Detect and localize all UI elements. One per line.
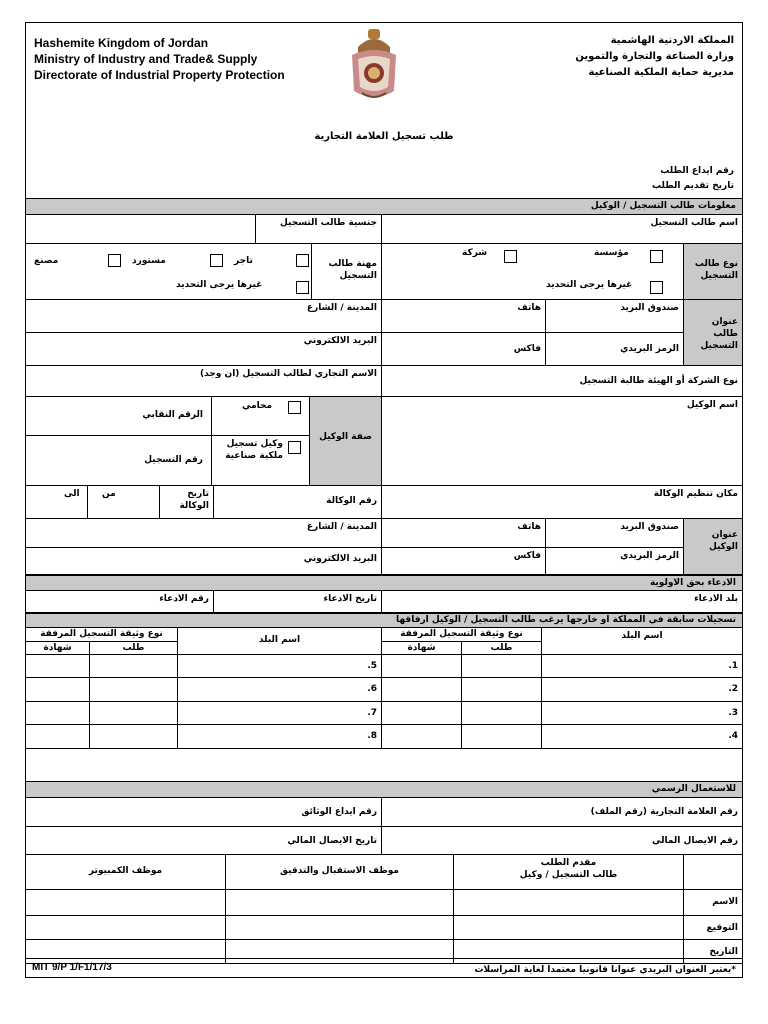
agent-phone-field[interactable]: هاتف bbox=[382, 519, 546, 548]
applicant-name-field[interactable]: اسم طالب التسجيل bbox=[382, 215, 742, 244]
table-cell[interactable] bbox=[462, 655, 542, 678]
registration-number-field[interactable]: رقم التسجيل bbox=[26, 436, 212, 486]
table-cell[interactable] bbox=[382, 725, 462, 749]
nationality-label: جنسية طالب التسجيل bbox=[256, 215, 382, 244]
table-cell[interactable] bbox=[26, 890, 226, 916]
institution-checkbox[interactable] bbox=[650, 250, 663, 263]
type-other-label: غيرها يرجى التحديد bbox=[546, 280, 633, 290]
header-ar-line2: وزارة الصناعة والتجارة والتموين bbox=[575, 51, 734, 62]
merchant-label: تاجر bbox=[234, 256, 253, 266]
ip-agent-label: وكيل تسجيل ملكية صناعية bbox=[212, 436, 310, 486]
right-certificate-header: شهادة bbox=[382, 642, 462, 655]
corner-cell bbox=[684, 855, 742, 890]
row-name-label: الاسم bbox=[684, 890, 742, 916]
agent-postal-code-field[interactable]: الرمز البريدي bbox=[546, 548, 684, 575]
manufacturer-checkbox[interactable] bbox=[108, 254, 121, 267]
table-cell[interactable] bbox=[26, 678, 90, 702]
ip-agent-checkbox[interactable] bbox=[288, 441, 301, 454]
profession-label: مهنة طالب التسجيل bbox=[312, 244, 382, 300]
table-row[interactable]: 8. bbox=[178, 725, 382, 749]
applicant-address-label: عنوان طالب التسجيل bbox=[684, 300, 742, 366]
reception-officer-header: موظف الاستقبال والتدقيق bbox=[226, 855, 454, 890]
agent-city-street-field[interactable]: المدينة / الشارع bbox=[26, 519, 382, 548]
agent-capacity-label: صفة الوكيل bbox=[310, 397, 382, 486]
applicant-phone-field[interactable]: هاتف bbox=[382, 300, 546, 333]
left-certificate-header: شهادة bbox=[26, 642, 90, 655]
table-cell[interactable] bbox=[382, 702, 462, 725]
documents-number-field[interactable]: رقم ايداع الوثائق bbox=[26, 798, 382, 827]
trade-name-field[interactable]: الاسم التجاري لطالب التسجيل (ان وجد) bbox=[26, 366, 382, 397]
table-row[interactable]: 6. bbox=[178, 678, 382, 702]
lawyer-checkbox[interactable] bbox=[288, 401, 301, 414]
header-en-line1: Hashemite Kingdom of Jordan bbox=[34, 36, 209, 50]
receipt-date-field[interactable]: تاريخ الايصال المالي bbox=[26, 827, 382, 855]
manufacturer-label: مصنع bbox=[34, 256, 59, 266]
priority-country-field[interactable]: بلد الادعاء bbox=[382, 591, 742, 613]
left-country-header: اسم البلد bbox=[178, 628, 382, 655]
importer-label: مستورد bbox=[132, 256, 166, 266]
agent-email-field[interactable]: البريد الالكتروني bbox=[26, 548, 382, 575]
submitter-sub-label: طالب التسجيل / وكيل bbox=[519, 870, 618, 880]
applicant-postal-code-field[interactable]: الرمز البريدي bbox=[546, 333, 684, 366]
section-applicant-info: معلومات طالب التسجيل / الوكيل bbox=[26, 198, 742, 215]
table-cell[interactable] bbox=[382, 655, 462, 678]
company-type-field[interactable]: نوع الشركة أو الهيئة طالبة التسجيل bbox=[382, 366, 742, 397]
computer-officer-header: موظف الكمبيوتر bbox=[26, 855, 226, 890]
form-code: MIT 9/P 1/F1/17/3 bbox=[25, 958, 743, 978]
submitter-label: مقدم الطلب bbox=[540, 858, 597, 868]
trademark-number-field[interactable]: رقم العلامة التجارية (رقم الملف) bbox=[382, 798, 742, 827]
application-number-field[interactable]: رقم ايداع الطلب bbox=[660, 166, 734, 176]
table-cell[interactable] bbox=[226, 916, 454, 940]
agent-name-field[interactable]: اسم الوكيل bbox=[382, 397, 742, 486]
header-ar-line3: مديرية حماية الملكية الصناعية bbox=[588, 67, 734, 78]
table-cell[interactable] bbox=[454, 890, 684, 916]
table-cell[interactable] bbox=[382, 678, 462, 702]
lawyer-label: محامي bbox=[242, 401, 273, 411]
agent-address-label: عنوان الوكيل bbox=[684, 519, 742, 575]
table-cell[interactable] bbox=[26, 702, 90, 725]
table-cell[interactable] bbox=[26, 655, 90, 678]
table-cell[interactable] bbox=[26, 725, 90, 749]
form-title: طلب تسجيل العلامة التجارية bbox=[314, 131, 454, 142]
table-cell[interactable] bbox=[90, 702, 178, 725]
table-cell[interactable] bbox=[90, 678, 178, 702]
agent-fax-field[interactable]: فاكس bbox=[382, 548, 546, 575]
importer-checkbox[interactable] bbox=[210, 254, 223, 267]
table-row[interactable]: 4. bbox=[542, 725, 742, 749]
table-cell[interactable] bbox=[90, 725, 178, 749]
header-ar-line1: المملكة الاردنية الهاشمية bbox=[610, 35, 734, 46]
priority-number-field[interactable]: رقم الادعاء bbox=[26, 591, 214, 613]
company-checkbox[interactable] bbox=[504, 250, 517, 263]
header-en-line2: Ministry of Industry and Trade& Supply bbox=[34, 52, 258, 66]
receipt-number-field[interactable]: رقم الايصال المالي bbox=[382, 827, 742, 855]
table-cell[interactable] bbox=[462, 725, 542, 749]
table-row[interactable]: 7. bbox=[178, 702, 382, 725]
form-page bbox=[25, 22, 743, 978]
address-note: *يعتبر العنوان البريدي عنوانا قانونيا معتمدا لغاية المراسلات bbox=[474, 965, 736, 975]
header-en-line3: Directorate of Industrial Property Protection bbox=[34, 68, 285, 82]
priority-date-field[interactable]: تاريخ الادعاء bbox=[214, 591, 382, 613]
submitter-header bbox=[454, 855, 684, 890]
application-date-field[interactable]: تاريخ تقديم الطلب bbox=[652, 181, 734, 191]
nationality-value[interactable] bbox=[26, 215, 256, 244]
table-cell[interactable] bbox=[26, 916, 226, 940]
applicant-type-label: نوع طالب التسجيل bbox=[684, 244, 742, 300]
right-request-header: طلب bbox=[462, 642, 542, 655]
left-request-header: طلب bbox=[90, 642, 178, 655]
union-number-field[interactable]: الرقم النقابي bbox=[26, 397, 212, 436]
table-row[interactable]: 5. bbox=[178, 655, 382, 678]
row-signature-label: التوقيع bbox=[684, 916, 742, 940]
poa-place-field[interactable]: مكان تنظيم الوكالة bbox=[382, 486, 742, 519]
profession-options bbox=[26, 244, 312, 300]
institution-label: مؤسسة bbox=[594, 248, 629, 258]
table-cell[interactable] bbox=[462, 678, 542, 702]
table-cell[interactable] bbox=[226, 890, 454, 916]
left-doc-type-header: نوع وثيقة التسجيل المرفقة bbox=[26, 628, 178, 642]
table-row[interactable]: 2. bbox=[542, 678, 742, 702]
table-cell[interactable] bbox=[90, 655, 178, 678]
type-other-checkbox[interactable] bbox=[650, 281, 663, 294]
section-official-use: للاستعمال الرسمي bbox=[26, 781, 742, 798]
merchant-checkbox[interactable] bbox=[296, 254, 309, 267]
profession-other-checkbox[interactable] bbox=[296, 281, 309, 294]
header-arabic bbox=[575, 33, 734, 81]
type-options bbox=[382, 244, 684, 300]
section-previous-registrations: تسجيلات سابقة في المملكة او خارجها يرغب طالب التسجيل / الوكيل ارفاقها bbox=[26, 613, 742, 628]
profession-other-label: غيرها يرجى التحديد bbox=[176, 280, 263, 290]
applicant-fax-field[interactable]: فاكس bbox=[382, 333, 546, 366]
poa-from-field[interactable]: من bbox=[88, 486, 160, 519]
applicant-email-field[interactable]: البريد الالكتروني bbox=[26, 333, 382, 366]
header-english bbox=[34, 35, 285, 83]
right-doc-type-header: نوع وثيقة التسجيل المرفقة bbox=[382, 628, 542, 642]
right-country-header: اسم البلد bbox=[542, 628, 742, 655]
table-cell[interactable] bbox=[454, 916, 684, 940]
row-date-label: التاريخ bbox=[684, 940, 742, 964]
table-row[interactable]: 3. bbox=[542, 702, 742, 725]
table-cell[interactable] bbox=[462, 702, 542, 725]
coat-of-arms-icon bbox=[348, 25, 400, 103]
table-row[interactable]: 1. bbox=[542, 655, 742, 678]
poa-date-label: تاريخ الوكالة bbox=[160, 486, 214, 519]
poa-to-field[interactable]: الى bbox=[26, 486, 88, 519]
poa-number-field[interactable]: رقم الوكالة bbox=[214, 486, 382, 519]
section-priority: الادعاء بحق الاولوية bbox=[26, 575, 742, 591]
agent-po-box-field[interactable]: صندوق البريد bbox=[546, 519, 684, 548]
applicant-city-street-field[interactable]: المدينة / الشارع bbox=[26, 300, 382, 333]
applicant-po-box-field[interactable]: صندوق البريد bbox=[546, 300, 684, 333]
company-label: شركة bbox=[462, 248, 488, 258]
